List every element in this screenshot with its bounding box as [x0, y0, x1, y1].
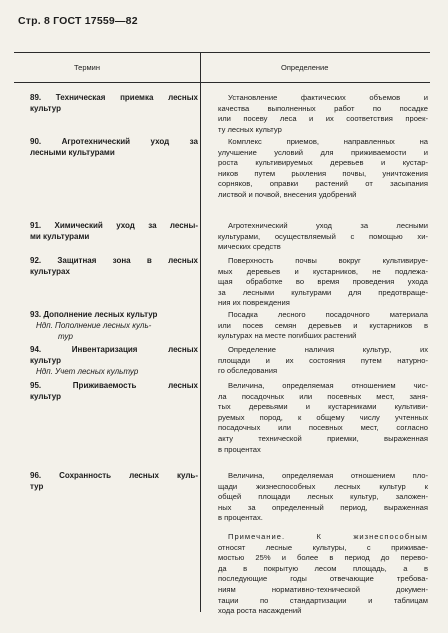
definition-line: Определение наличия культур, их — [228, 345, 428, 354]
term-line: лесными культурами — [30, 148, 115, 157]
term-line: тур — [30, 482, 44, 491]
note-line: ниям нормативно-технической докумен- — [218, 584, 428, 594]
definition-line: Установление фактических объемов и — [228, 93, 428, 102]
definition-line: в процентах — [218, 444, 261, 454]
term-line: культур — [30, 104, 61, 113]
definition-line: щая обработке во время проведения ухода — [218, 277, 428, 287]
term-92 — [30, 255, 198, 277]
definition-line: тых деревьями и кустарниками культиви- — [218, 402, 428, 412]
term-line: 95. Приживаемость лесных — [30, 381, 198, 390]
definition-line: культурах на месте погибших растений — [218, 331, 357, 341]
definition-line: Величина, определяемая отношением чис- — [228, 381, 428, 390]
definition-line: мических средств — [218, 242, 281, 252]
definition-line: качества выполненных работ по посадке — [218, 103, 428, 113]
definition-line: посадочных или посевных мест, согласно — [218, 423, 428, 433]
definition-line: мых деревьев и кустарников, не подлежа- — [218, 266, 428, 276]
term-line: 91. Химический уход за лесны- — [30, 221, 198, 230]
terms-table — [14, 52, 430, 616]
definition-line: роста культивируемых деревьев и кустар- — [218, 158, 428, 168]
definition-line: руемых пород, к общему числу учтенных — [218, 412, 428, 422]
definition-line: ников путем рыхления почвы, уничтожения — [218, 168, 428, 178]
term-94 — [30, 344, 198, 377]
definition-line: в процентах. — [218, 513, 263, 523]
term-line: 93. Дополнение лесных культур — [30, 310, 158, 319]
definition-line: Комплекс приемов, направленных на — [228, 137, 428, 146]
table-column-divider — [200, 52, 201, 612]
definition-line: Посадка лесного посадочного материала — [228, 310, 428, 319]
definition-line: за лесными культурами для предотвраще- — [218, 287, 428, 297]
definition-89 — [218, 93, 428, 135]
definition-90 — [218, 137, 428, 201]
note-line: последующие годы отвечающие требова- — [218, 574, 428, 584]
term-deprecated-line: Ндп. Пополнение лесных куль- — [36, 321, 152, 330]
definition-line: площади и их состояния путем натурно- — [218, 355, 428, 365]
term-line: ми культурами — [30, 232, 90, 241]
column-header-term: Термин — [74, 63, 100, 72]
term-89 — [30, 92, 198, 114]
note-96 — [218, 532, 428, 617]
table-top-rule — [14, 52, 430, 53]
definition-line: ных за определенный период, выраженная — [218, 502, 428, 512]
term-deprecated-line: тур — [58, 332, 73, 341]
column-header-definition: Определение — [281, 63, 329, 72]
definition-line: общей площади лесных культур, заложен- — [218, 492, 428, 502]
definition-line: го обследования — [218, 366, 278, 376]
term-95 — [30, 380, 198, 402]
term-line: 92. Защитная зона в лесных — [30, 256, 198, 265]
definition-91 — [218, 221, 428, 253]
term-line: культурах — [30, 267, 70, 276]
term-line: культур — [30, 356, 61, 365]
definition-96 — [218, 471, 428, 524]
definition-line: Агротехнический уход за лесными — [228, 221, 428, 230]
definition-94 — [218, 345, 428, 377]
table-header-rule — [14, 82, 430, 83]
definition-line: сорняков, оправки растений от засыпания — [218, 179, 428, 189]
term-line: культур — [30, 392, 61, 401]
term-line: 96. Сохранность лесных куль- — [30, 471, 198, 480]
definition-line: улучшение условий для приживаемости и — [218, 147, 428, 157]
definition-line: ту лесных культур — [218, 124, 282, 134]
term-line: 94. Инвентаризация лесных — [30, 345, 198, 354]
page-header: Стр. 8 ГОСТ 17559—82 — [18, 15, 138, 27]
term-deprecated-line: Ндп. Учет лесных культур — [36, 367, 139, 376]
definition-93 — [218, 310, 428, 342]
definition-line: или посев семян деревьев и кустарников в — [218, 320, 428, 330]
definition-line: или посеву леса и их соответствия проек- — [218, 114, 428, 124]
definition-line: акту технической приемки, выраженная — [218, 433, 428, 443]
definition-line: культурами, осуществляемый с помощью хи- — [218, 231, 428, 241]
definition-line: Величина, определяемая отношением пло- — [228, 471, 428, 480]
definition-line: листвой и почвой, внесения удобрений — [218, 189, 357, 199]
definition-92 — [218, 256, 428, 309]
term-96 — [30, 470, 198, 492]
note-line: относят лесные культуры, с приживае- — [218, 542, 428, 552]
note-line: Примечание. К жизнеспособным — [228, 532, 428, 541]
term-line: 89. Техническая приемка лесных — [30, 93, 198, 102]
definition-line: щади жизнеспособных лесных культур к — [218, 481, 428, 491]
definition-line: Поверхность почвы вокруг культивируе- — [228, 256, 428, 265]
note-line: мостью 25% и более в период до перево- — [218, 553, 428, 563]
note-line: да в покрытую лесом площадь, а в — [218, 563, 428, 573]
note-line: хода роста насаждений — [218, 606, 302, 616]
term-line: 90. Агротехнический уход за — [30, 137, 198, 146]
definition-line: ла посадочных или посевных мест, заня- — [218, 391, 428, 401]
term-91 — [30, 220, 198, 242]
term-93 — [30, 309, 198, 342]
definition-line: ния их повреждения — [218, 298, 290, 308]
note-line: тации по стандартизации и таблицам — [218, 595, 428, 605]
term-90 — [30, 136, 198, 158]
definition-95 — [218, 381, 428, 455]
